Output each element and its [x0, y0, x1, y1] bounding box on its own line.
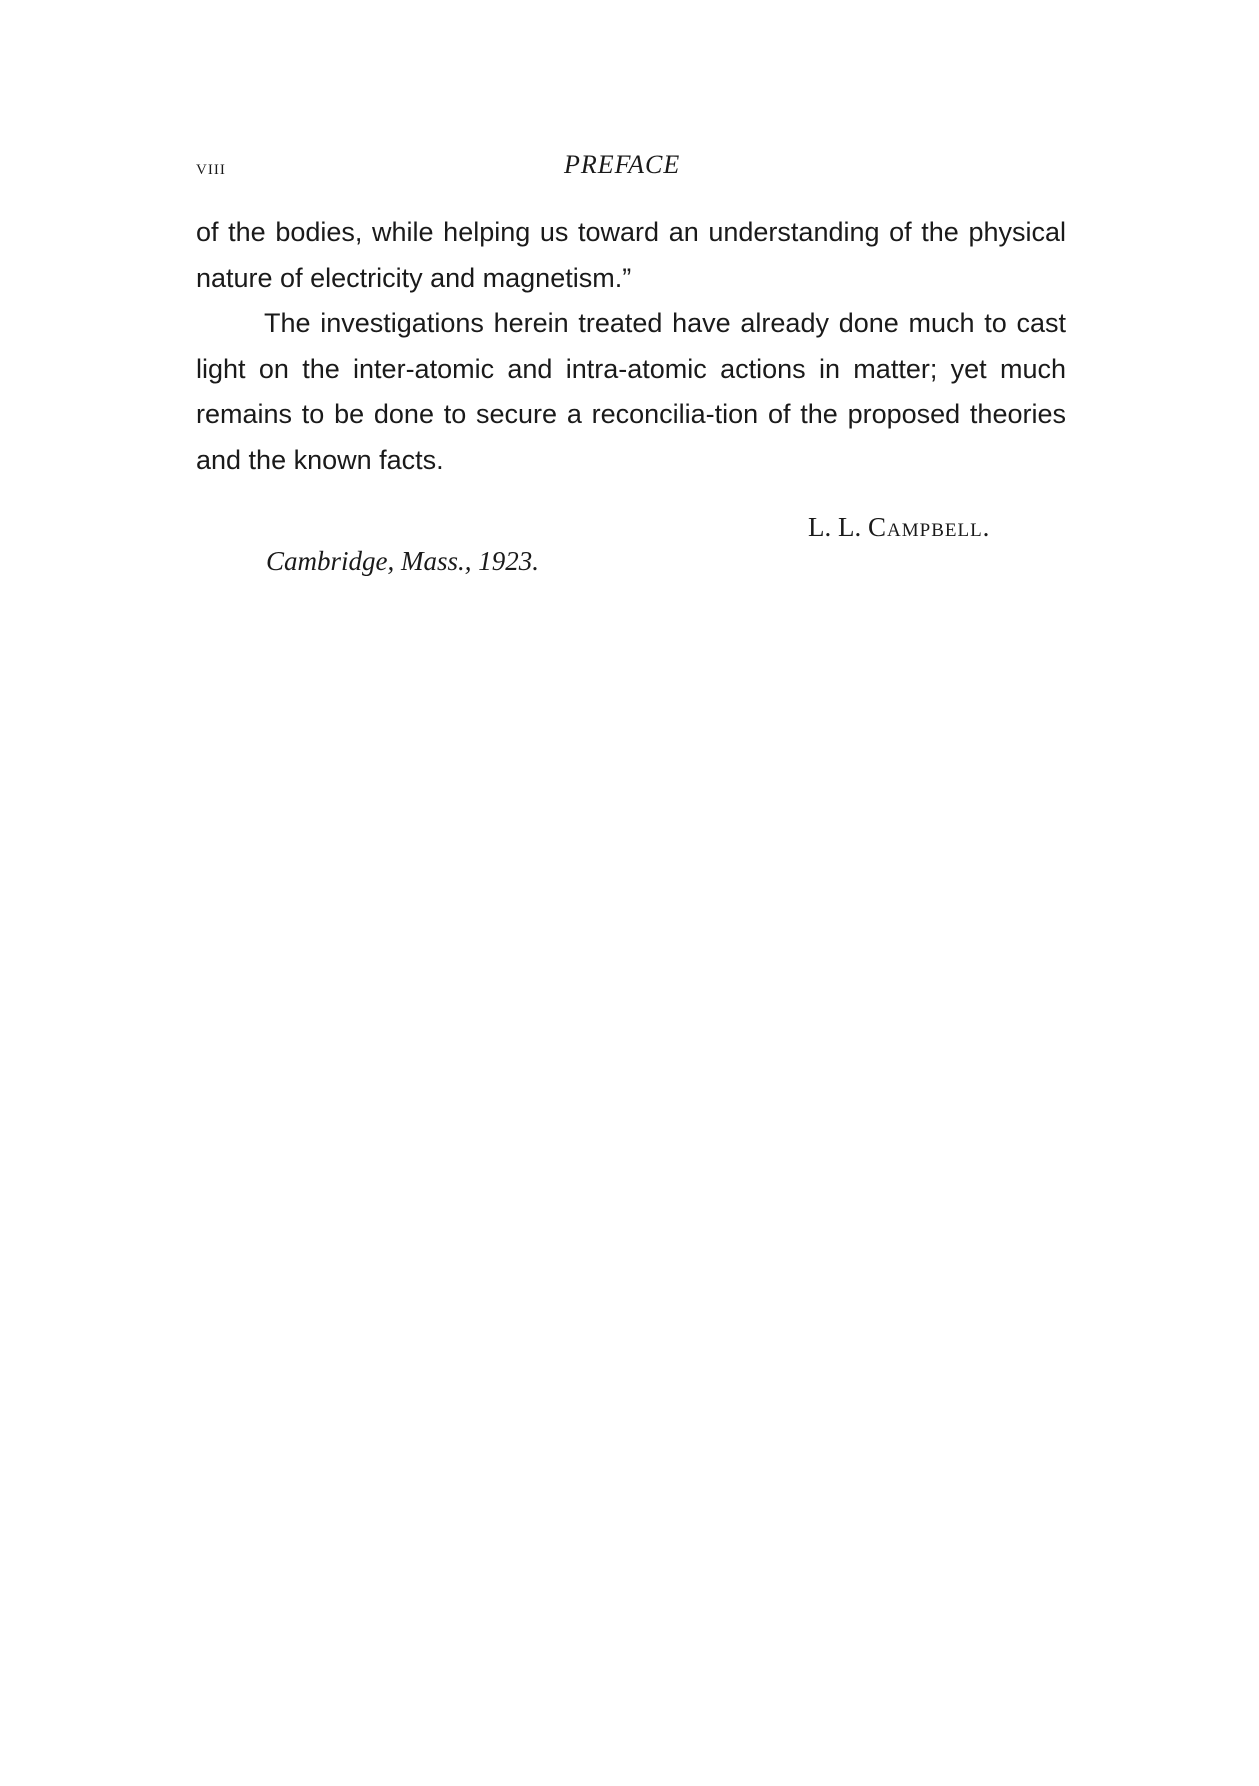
paragraph-investigations: The investigations herein treated have already done much to cast light on the inter-atomic and intra-atomic actions in matter; yet much remains to be done to secure a reconcilia-tion of the proposed theories and the known facts. — [196, 308, 1066, 475]
paragraph-continuation: of the bodies, while helping us toward an understanding of the physical nature of electricity and magnetism.” — [196, 217, 1066, 293]
dateline: Cambridge, Mass., 1923. — [266, 546, 540, 576]
page-number: viii — [196, 154, 226, 179]
preface-body — [196, 210, 1066, 483]
author-initials: L. L. — [808, 512, 868, 542]
author-signature — [808, 512, 990, 543]
running-head — [196, 150, 1066, 190]
running-title: PREFACE — [564, 150, 681, 179]
author-surname: Campbell. — [868, 512, 991, 542]
